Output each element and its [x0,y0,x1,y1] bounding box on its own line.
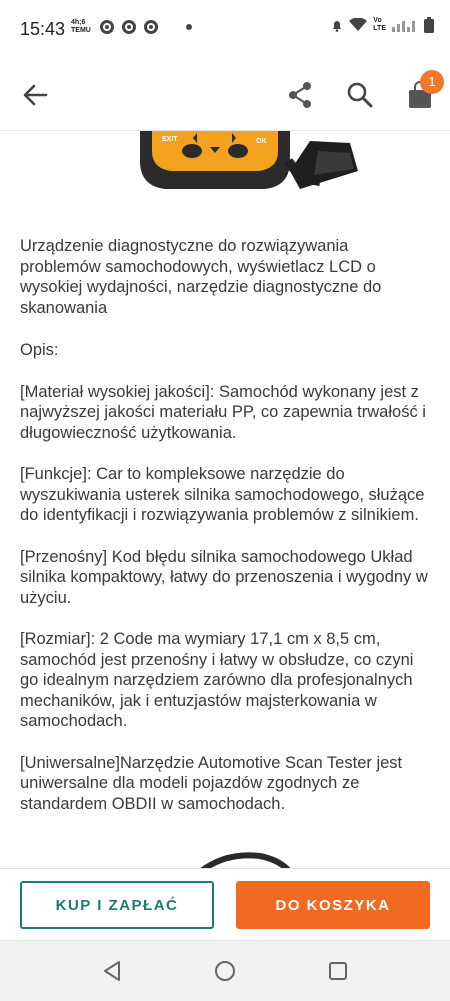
description-paragraph: [Rozmiar]: 2 Code ma wymiary 17,1 cm x 8,5 cm, samochód jest przenośny i łatwy w obsłudze, co czyni go idealnym narzędziem zarówno dla profesjonalnych mechaników, jak i entuzjastów majsterkowania w samochodach. [20,630,414,730]
buy-now-button[interactable]: KUP I ZAPŁAĆ [20,881,214,929]
more-notifications-icon [186,24,192,30]
share-icon[interactable] [285,80,315,110]
description-paragraph: [Uniwersalne]Narzędzie Automotive Scan Tester jest uniwersalne dla modeli pojazdów zgodnych ze standardem OBDII w samochodach. [20,753,403,813]
product-description [20,236,430,835]
signal-icon [392,18,418,32]
app-bar [0,60,450,131]
nav-recents-icon[interactable] [326,959,350,983]
nav-back-icon[interactable] [100,959,124,983]
volte-icon [373,17,386,33]
alarm-icon [331,18,343,32]
volte-bottom: LTE [373,25,386,32]
next-image-peek [0,850,450,870]
notification-small-top: 4h;6 [71,19,86,26]
description-paragraph: [Funkcje]: Car to kompleksowe narzędzie do wyszukiwania usterek silnika samochodowego, służące do identyfikacji i rozwiązywania problemów z silnikiem. [20,465,425,524]
exit-key-label: EXIT [162,136,178,143]
status-bar [0,0,450,60]
wifi-icon [349,18,367,32]
search-icon[interactable] [345,80,375,110]
notification-small-bottom: TEMU [71,27,91,34]
notification-icons [100,20,158,34]
purchase-action-bar [0,868,450,941]
obd-scanner-image [0,131,450,201]
description-paragraph: [Materiał wysokiej jakości]: Samochód wykonany jest z najwyższej jakości materiału PP, co zapewnia trwałość i długowieczność użytkowania. [20,382,426,442]
system-nav-bar [0,940,450,1001]
battery-icon [424,17,434,33]
chrome-icon [100,20,114,34]
ok-key-label: OK [256,138,267,145]
back-arrow-icon[interactable] [20,80,50,110]
notification-temu-icon [71,19,91,35]
volte-top: Vo [373,17,382,24]
product-title: Urządzenie diagnostyczne do rozwiązywania problemów samochodowych, wyświetlacz LCD o wysokiej wydajności, narzędzie diagnostyczne do skanowania [20,237,382,317]
cart-count-badge: 1 [420,70,444,94]
status-time: 15:43 [20,19,66,39]
description-heading: Opis: [20,341,59,359]
description-paragraph: [Przenośny] Kod błędu silnika samochodowego Układ silnika kompaktowy, łatwy do przenoszenia i wygodny w użyciu. [20,547,428,607]
add-to-cart-button[interactable]: DO KOSZYKA [236,881,430,929]
chrome-icon [144,20,158,34]
nav-home-icon[interactable] [213,959,237,983]
product-image [0,131,450,201]
chrome-icon [122,20,136,34]
system-status-icons [331,17,434,33]
